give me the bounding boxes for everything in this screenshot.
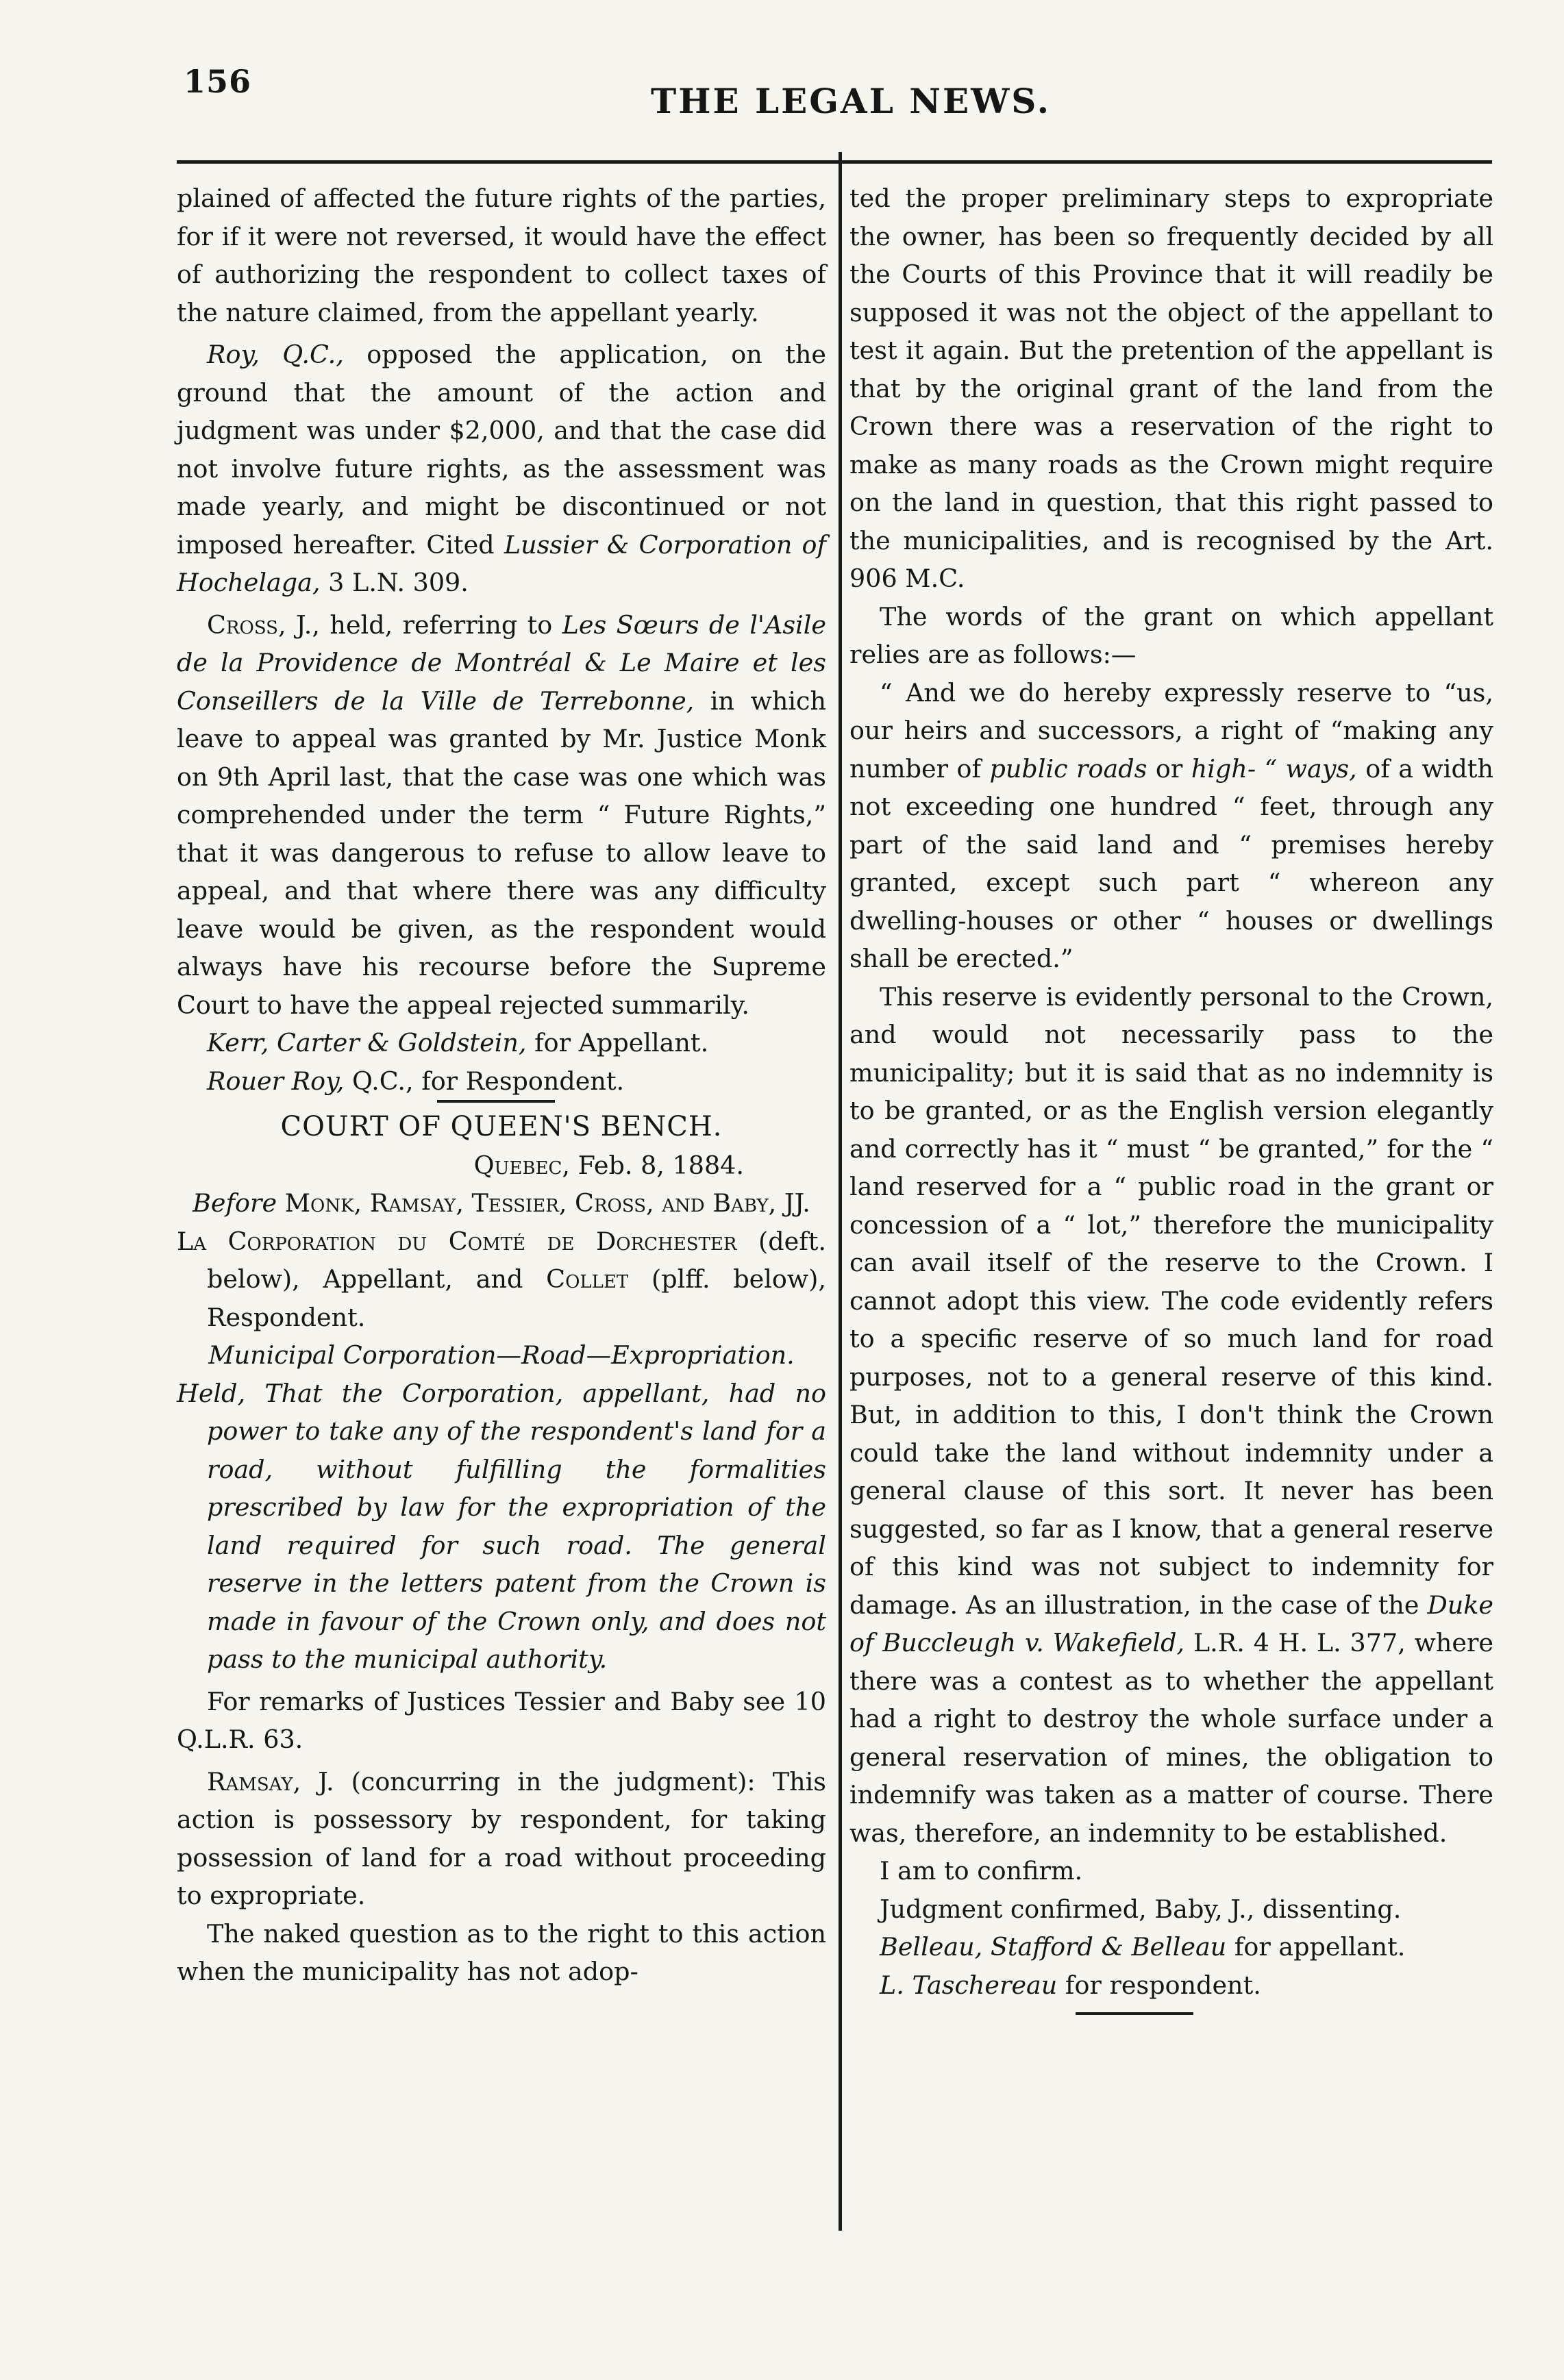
paragraph: The words of the grant on which appellant relies are as follows:— (849, 601, 1493, 669)
case-citation: Duke of Buccleugh v. Wakefield, (849, 1590, 1493, 1657)
paragraph-text: This reserve is evidently personal to the Crown, and would not necessarily pass to the municipality; but it is said that as no indemnity is to be granted, or as the English version elegantly and correctly has it “ must “ be granted,” for the “ land reserved for a “ public road in the grant or concession of a “ lot,” therefore the municipality can avail itself of the reserve to the Crown. I cannot adopt this view. The code evidently refers to a specific reserve of so much land for road purposes, not to a general reserve of this kind. But, in addition to this, I don't think the Crown could take the land without indemnity under a general clause of this sort. It never has been suggested, so far as I know, that a general reserve of this kind was not subject to indemnity for damage. As an illustration, in the case of the (849, 981, 1493, 1620)
subject-line: Municipal Corporation—Road—Expropriation. (208, 1340, 795, 1370)
paragraph (177, 1763, 826, 1915)
case-citation: Lussier & Corporation of Hochelaga, (177, 529, 826, 597)
running-head: THE LEGAL NEWS. (651, 81, 1051, 121)
place: Quebec, (473, 1150, 570, 1180)
column-divider (839, 152, 842, 2231)
held-text: That the Corporation, appellant, had no power to take any of the respondent's land for a road, without fulfilling the formalities prescribed by law for the expropriation of the land required for such road. The general reserve in the letters patent from the Crown is made in favour of the Crown only, and does not pass to the municipal authority. (207, 1378, 826, 1674)
paragraph-text: in which leave to appeal was granted by Mr. Justice Monk on 9th April last, that the case was one which was comprehended under the term “ Future Rights,” that it was dangerous to refuse to allow leave to appeal, and that where there was any difficulty leave would be given, as the respondent would always have his recourse before the Supreme Court to have the appeal rejected summarily. (177, 686, 826, 1020)
counsel-role: Q.C., for Respondent. (344, 1066, 625, 1096)
before-label: Before (193, 1188, 277, 1218)
counsel-line (177, 1024, 826, 1062)
counsel-role: for Appellant. (526, 1028, 709, 1057)
parties-text: (plff. below), Respondent. (207, 1264, 826, 1332)
paragraph-text: opposed the application, on the ground that the amount of the action and judgment was under $2,000, and that the case did not involve future rights, as the assessment was made yearly, and might be discontinued or not imposed hereafter. Cited (177, 340, 826, 560)
court-heading: COURT OF QUEEN'S BENCH. (280, 1111, 723, 1142)
counsel-line (849, 1966, 1493, 2005)
held-label: Held, (177, 1378, 246, 1408)
case-citation: Les Sœurs de l'Asile de la Providence de Montréal & Le Maire et les Conseillers de la Ville de Terrebonne, (177, 610, 827, 716)
end-rule (1076, 2012, 1193, 2015)
header-rule (177, 160, 1492, 164)
paragraph-text: (concurring in the judgment): This action is possessory by respondent, for taking possession of land for a road without proceeding to expropriate. (177, 1766, 826, 1910)
parties-text: (deft. below), Appellant, and (207, 1226, 826, 1294)
quote-text: “ And we do hereby expressly reserve to “us, our heirs and successors, a right of “making any number of (849, 677, 1493, 784)
counsel-name: Kerr, Carter & Goldstein, (207, 1028, 527, 1057)
counsel-role: for appellant. (1226, 1932, 1406, 1962)
judge-name: Cross, J., (207, 610, 321, 640)
paragraph (849, 978, 1493, 1853)
page-number: 156 (184, 63, 252, 100)
paragraph-text: held, referring to (320, 610, 562, 640)
paragraph: For remarks of Justices Tessier and Baby see 10 Q.L.R. 63. (177, 1686, 826, 1754)
left-column (177, 179, 826, 1991)
paragraph: The naked question as to the right to this action when the municipality has not adop- (177, 1918, 826, 1986)
counsel-role: for respondent. (1057, 1970, 1261, 2000)
quote-text: of a width not exceeding one hundred “ feet, through any part of the said land and “ premises hereby granted, except such part “ whereon any dwelling-houses or other “ houses or dwellings shall be erected.” (849, 753, 1493, 973)
counsel-line (849, 1928, 1493, 1966)
judges-line (177, 1184, 826, 1223)
judges-names: Monk, Ramsay, Tessier, Cross, and Baby, JJ. (277, 1188, 810, 1218)
grant-quotation (849, 674, 1493, 978)
paragraph-text: 3 L.N. 309. (320, 568, 469, 597)
paragraph: Judgment confirmed, Baby, J., dissenting. (880, 1894, 1402, 1924)
paragraph: plained of affected the future rights of the parties, for if it were not reversed, it would have the effect of authorizing the respondent to collect taxes of the nature claimed, from the appellant yearly. (177, 184, 826, 327)
date: Feb. 8, 1884. (569, 1150, 744, 1180)
paragraph: I am to confirm. (880, 1856, 1083, 1886)
quote-emphasis: public roads (989, 753, 1147, 784)
paragraph: ted the proper preliminary steps to expropriate the owner, has been so frequently decided by all the Courts of this Province that it will readily be supposed it was not the object of the appellant to test it again. But the pretention of the appellant is that by the original grant of the land from the Crown there was a reservation of the right to make as many roads as the Crown might require on the land in question, that this right passed to the municipalities, and is recognised by the Art. 906 M.C. (849, 184, 1493, 593)
appellant-name: La Corporation du Comté de Dorchester (177, 1226, 737, 1256)
paragraph (177, 606, 826, 1025)
counsel-name: L. Taschereau (880, 1970, 1058, 2000)
respondent-name: Collet (546, 1264, 629, 1294)
paragraph-text: L.R. 4 H. L. 377, where there was a contest as to whether the appellant had a right to destroy the whole surface under a general reservation of mines, the obligation to indemnify was taken as a matter of course. There was, therefore, an indemnity to be established. (849, 1628, 1493, 1848)
quote-text: or (1147, 753, 1191, 784)
held-paragraph (177, 1375, 826, 1679)
paragraph (177, 336, 826, 602)
counsel-name: Roy, Q.C., (207, 340, 344, 369)
judge-name: Ramsay, J. (207, 1766, 334, 1796)
date-line (177, 1147, 826, 1185)
counsel-name: Belleau, Stafford & Belleau (880, 1932, 1227, 1962)
right-column (849, 179, 1493, 2015)
quote-emphasis: high- “ ways, (1191, 753, 1357, 784)
counsel-line (177, 1062, 826, 1101)
section-rule (437, 1100, 555, 1103)
parties-line (177, 1223, 826, 1337)
counsel-name: Rouer Roy, (207, 1066, 345, 1096)
